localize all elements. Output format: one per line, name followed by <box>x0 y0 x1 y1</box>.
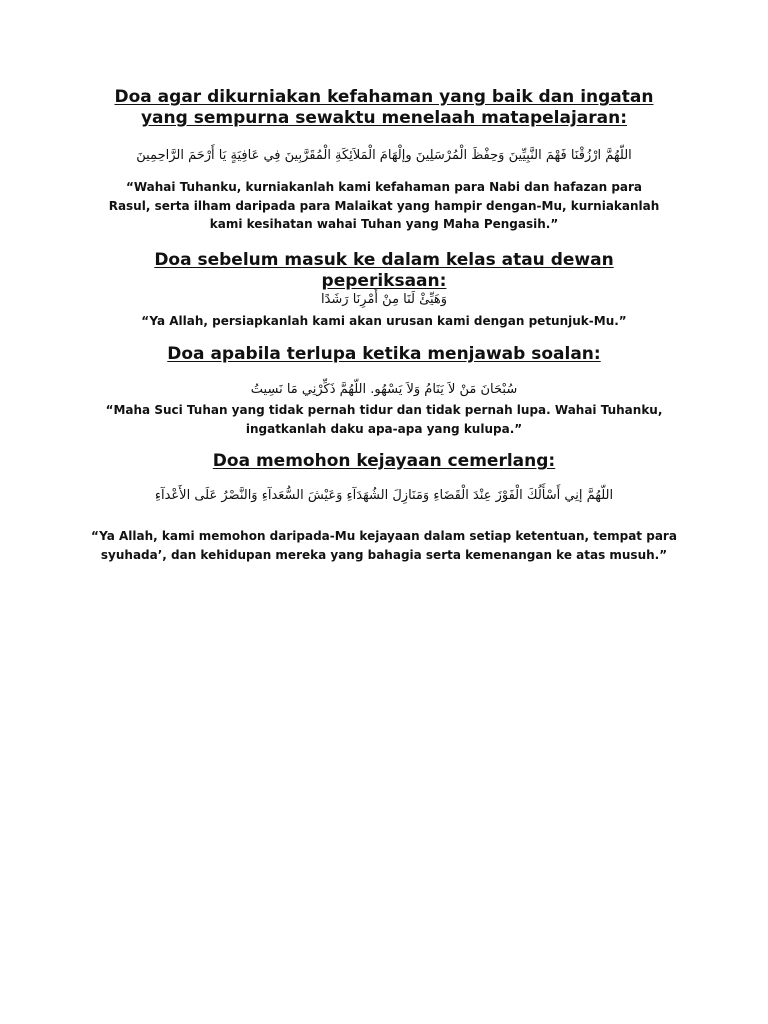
arabic-text: اللّهُمَّ إنِي أَسْأَلُكَ الْفَوْزَ عِنْدَ الْقَضَاءِ وَمَنَازِلَ الشُهَدَآءِ وَعَيْشَ السُّعَدآءِ وَالنَّصْرُ عَلَى الأَعْدآءِ <box>154 488 614 503</box>
arabic-text: اللّهُمَّ ارْزُقْنَا فَهْمَ النَّبِيِّينَ وَحِفْظَ الْمُرْسَلِينَ وإلْهَامَ الْمَلاَئِكَةِ الْمُقَرَّبِينَ فِي عَافِيَةٍ يَا أَرْحَمَ الرَّاحِمِينَ <box>136 148 632 163</box>
section-heading: Doa sebelum masuk ke dalam kelas atau dewan peperiksaan: <box>154 250 614 291</box>
doa-section-peperiksaan <box>0 250 768 331</box>
section-heading: Doa agar dikurniakan kefahaman yang baik dan ingatan yang sempurna sewaktu menelaah matapelajaran: <box>114 87 654 128</box>
doa-section-terlupa <box>0 344 768 438</box>
arabic-text: وَهَيِّئْ لَنَا مِنْ أَمْرِنَا رَشَدًا <box>320 292 448 307</box>
section-heading: Doa apabila terlupa ketika menjawab soalan: <box>167 344 601 364</box>
section-heading: Doa memohon kejayaan cemerlang: <box>212 451 556 471</box>
translation-text: “Wahai Tuhanku, kurniakanlah kami kefahaman para Nabi dan hafazan para Rasul, serta ilham daripada para Malaikat yang hampir dengan-Mu, kurniakanlah kami kesihatan wahai Tuhan yang Maha Pengasih.” <box>108 180 660 231</box>
doa-section-kejayaan <box>0 451 768 564</box>
translation-text: “Ya Allah, kami memohon daripada-Mu kejayaan dalam setiap ketentuan, tempat para syuhada’, dan kehidupan mereka yang bahagia serta kemenangan ke atas musuh.” <box>91 529 677 562</box>
translation-text: “Maha Suci Tuhan yang tidak pernah tidur dan tidak pernah lupa. Wahai Tuhanku, ingatkanlah daku apa-apa yang kulupa.” <box>105 403 663 436</box>
doa-section-kefahaman <box>0 87 768 234</box>
translation-text: “Ya Allah, persiapkanlah kami akan urusan kami dengan petunjuk-Mu.” <box>141 314 627 328</box>
arabic-text: سُبْحَانَ مَنْ لاَ يَنَامُ وَلاَ يَسْهُو. اللّهُمَّ ذَكِّرْنِي مَا نَسِيتُ <box>250 382 518 397</box>
